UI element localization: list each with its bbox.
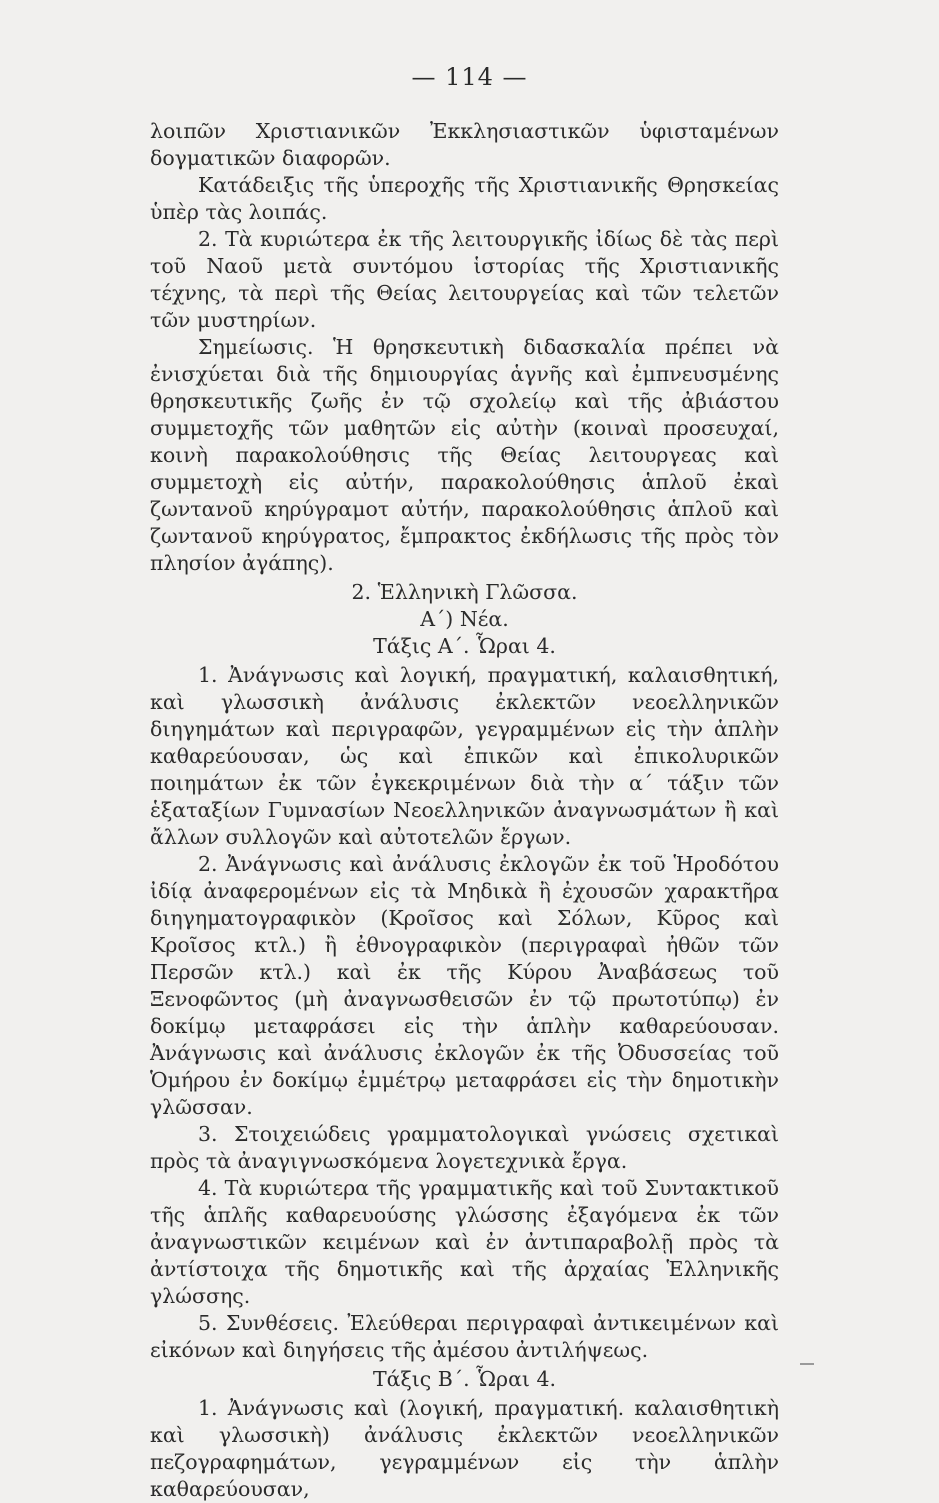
item-1-class-b-reading: 1. Ἀνάγνωσις καὶ (λογική, πραγματική. καλαισθητικὴ καὶ γλωσσικὴ) ἀνάλυσις ἐκλεκτῶν νεοελληνικῶν πεζογραφημάτων, γεγραμμένων εἰς τὴν ἁπλὴν καθαρεύουσαν, <box>150 1396 779 1501</box>
paragraph-note: Σημείωσις. Ἡ θρησκευτικὴ διδασκαλία πρέπει νὰ ἐνισχύεται διὰ τῆς δημιουργίας ἁγνῆς καὶ ἐμπνευσμένης θρησκευτικῆς ζωῆς ἐν τῷ σχολείῳ καὶ τῆς ἀβιάστου συμμετοχῆς τῶν μαθητῶν εἰς αὐτὴν (κοιναὶ προσευχαί, κοινὴ παρακολούθησις τῆς Θείας λειτουργεας καὶ συμμετοχὴ εἰς αὐτήν, παρακολούθησις ἁπλοῦ ἐκαὶ ζωντανοῦ κηρύγραμοτ αὐτήν, παρακολούθησις ἁπλοῦ καὶ ζωντανοῦ κηρύγρατος, ἔμπρακτος ἐκδήλωσις τῆς πρὸς τὸν πλησίον ἀγάπης). <box>150 335 779 575</box>
section-heading: 2. Ἑλληνικὴ Γλῶσσα. <box>351 580 578 604</box>
paragraph-superiority: Κατάδειξις τῆς ὑπεροχῆς τῆς Χριστιανικῆς Θρησκείας ὑπὲρ τὰς λοιπάς. <box>150 173 779 224</box>
page-number: — 114 — <box>411 63 528 91</box>
paragraph-liturgics: 2. Τὰ κυριώτερα ἐκ τῆς λειτουργικῆς ἰδίως δὲ τὰς περὶ τοῦ Ναοῦ μετὰ συντόμου ἱστορίας τῆς Χριστιανικῆς τέχνης, τὰ περὶ τῆς Θείας λειτουργείας καὶ τῶν τελετῶν τῶν μυστηρίων. <box>150 227 779 332</box>
item-1-reading: 1. Ἀνάγνωσις καὶ λογική, πραγματική, καλαισθητική, καὶ γλωσσικὴ ἀνάλυσις ἐκλεκτῶν νεοελληνικῶν διηγημάτων καὶ περιγραφῶν, γεγραμμένων εἰς τὴν ἁπλὴν καθαρεύουσαν, ὡς καὶ ἐπικῶν καὶ ἐπικολυρικῶν ποιημάτων ἐκ τῶν ἐγκεκριμένων διὰ τὴν α΄ τάξιν τῶν ἑξαταξίων Γυμνασίων Νεοελληνικῶν ἀναγνωσμάτων ἢ καὶ ἄλλων συλλογῶν καὶ αὐτοτελῶν ἔργων. <box>150 663 779 849</box>
item-3-literary-knowledge: 3. Στοιχειώδεις γραμματολογικαὶ γνώσεις σχετικαὶ πρὸς τὰ ἀναγιγνωσκόμενα λογετεχνικὰ ἔργα. <box>150 1122 779 1173</box>
item-4-grammar: 4. Τὰ κυριώτερα τῆς γραμματικῆς καὶ τοῦ Συντακτικοῦ τῆς ἁπλῆς καθαρευούσης γλώσσης ἐξαγόμενα ἐκ τῶν ἀναγνωστικῶν κειμένων καὶ ἐν ἀντιπαραβολῇ πρὸς τὰ ἀντίστοιχα τῆς δημοτικῆς καὶ τῆς ἀρχαίας Ἑλληνικῆς γλώσσης. <box>150 1176 779 1308</box>
item-2-herodotus: 2. Ἀνάγνωσις καὶ ἀνάλυσις ἐκλογῶν ἐκ τοῦ Ἡροδότου ἰδίᾳ ἀναφερομένων εἰς τὰ Μηδικὰ ἢ ἐχουσῶν χαρακτῆρα διηγηματογραφικὸν (Κροῖσος καὶ Σόλων, Κῦρος καὶ Κροῖσος κτλ.) ἢ ἐθνογραφικὸν (περιγραφαὶ ἠθῶν τῶν Περσῶν κτλ.) καὶ ἐκ τῆς Κύρου Ἀναβάσεως τοῦ Ξενοφῶντος (μὴ ἀναγνωσθεισῶν ἐν τῷ πρωτοτύπῳ) ἐν δοκίμῳ μεταφράσει εἰς τὴν ἁπλὴν καθαρεύουσαν. Ἀνάγνωσις καὶ ἀνάλυσις ἐκλογῶν ἐκ τῆς Ὀδυσσείας τοῦ Ὁμήρου ἐν δοκίμῳ ἐμμέτρῳ μεταφράσει εἰς τὴν δημοτικὴν γλῶσσαν. <box>150 852 779 1119</box>
item-5-compositions: 5. Συνθέσεις. Ἐλεύθεραι περιγραφαὶ ἀντικειμένων καὶ εἰκόνων καὶ διηγήσεις τῆς ἀμέσου ἀντιλήψεως. <box>150 1311 779 1362</box>
paragraph-continuation: λοιπῶν Χριστιανικῶν Ἐκκλησιαστικῶν ὑφισταμένων δογματικῶν διαφορῶν. <box>150 119 779 170</box>
class-heading-b: Τάξις Β΄. Ὧραι 4. <box>372 1367 557 1391</box>
scan-mark <box>800 1363 814 1365</box>
subsection-heading: Α΄) Νέα. <box>420 607 509 631</box>
document-body <box>150 118 779 1503</box>
class-heading-a: Τάξις Α΄. Ὧραι 4. <box>373 634 556 658</box>
